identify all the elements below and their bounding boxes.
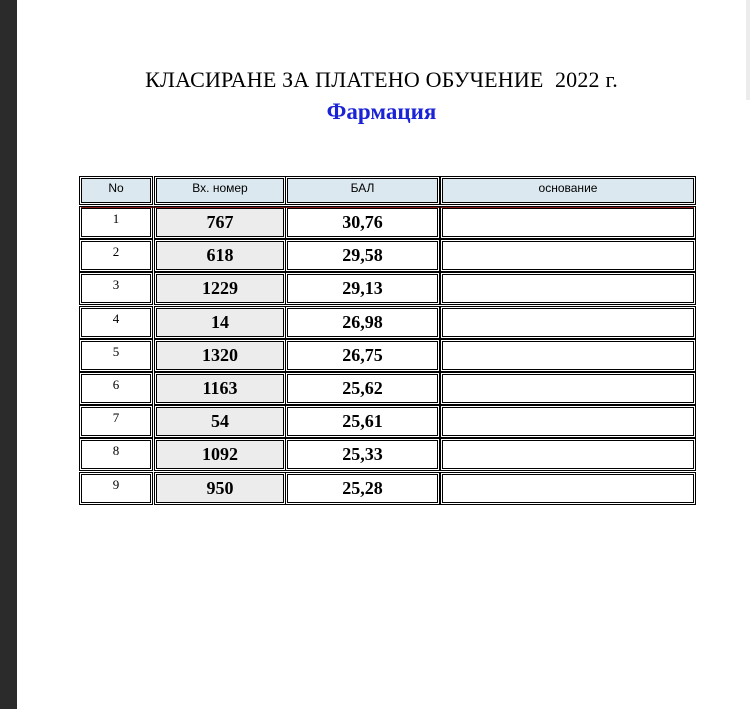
cell-no: 1 bbox=[81, 208, 151, 237]
cell-score: 26,75 bbox=[287, 341, 438, 370]
cell-no: 8 bbox=[81, 440, 151, 469]
cell-no: 2 bbox=[81, 241, 151, 270]
cell-score: 25,28 bbox=[287, 474, 438, 503]
cell-score: 29,13 bbox=[287, 274, 438, 303]
cell-basis bbox=[442, 407, 694, 436]
cell-entry-number: 1163 bbox=[156, 374, 284, 403]
column-header-entry-number: Вх. номер bbox=[156, 178, 284, 203]
scrollbar-edge[interactable] bbox=[746, 0, 750, 100]
cell-no: 4 bbox=[81, 308, 151, 337]
cell-basis bbox=[442, 208, 694, 237]
cell-no: 7 bbox=[81, 407, 151, 436]
cell-entry-number: 618 bbox=[156, 241, 284, 270]
cell-score: 25,61 bbox=[287, 407, 438, 436]
cell-entry-number: 767 bbox=[156, 208, 284, 237]
cell-no: 5 bbox=[81, 341, 151, 370]
cell-basis bbox=[442, 341, 694, 370]
cell-entry-number: 54 bbox=[156, 407, 284, 436]
cell-basis bbox=[442, 474, 694, 503]
cell-score: 25,33 bbox=[287, 440, 438, 469]
column-header-basis: основание bbox=[442, 178, 694, 203]
page-subtitle: Фармация bbox=[326, 99, 437, 124]
page-title: КЛАСИРАНЕ ЗА ПЛАТЕНО ОБУЧЕНИЕ 2022 г. bbox=[145, 67, 618, 92]
cell-entry-number: 950 bbox=[156, 474, 284, 503]
cell-basis bbox=[442, 374, 694, 403]
cell-score: 26,98 bbox=[287, 308, 438, 337]
cell-basis bbox=[442, 241, 694, 270]
column-header-score: БАЛ bbox=[287, 178, 438, 203]
cell-entry-number: 1229 bbox=[156, 274, 284, 303]
cell-no: 6 bbox=[81, 374, 151, 403]
cell-entry-number: 1092 bbox=[156, 440, 284, 469]
cell-basis bbox=[442, 308, 694, 337]
cell-score: 30,76 bbox=[287, 208, 438, 237]
cell-entry-number: 14 bbox=[156, 308, 284, 337]
column-header-no: No bbox=[81, 178, 151, 203]
cell-score: 25,62 bbox=[287, 374, 438, 403]
cell-basis bbox=[442, 440, 694, 469]
cell-basis bbox=[442, 274, 694, 303]
cell-no: 9 bbox=[81, 474, 151, 503]
cell-entry-number: 1320 bbox=[156, 341, 284, 370]
cell-no: 3 bbox=[81, 274, 151, 303]
cell-score: 29,58 bbox=[287, 241, 438, 270]
viewer-side-panel bbox=[0, 0, 17, 709]
